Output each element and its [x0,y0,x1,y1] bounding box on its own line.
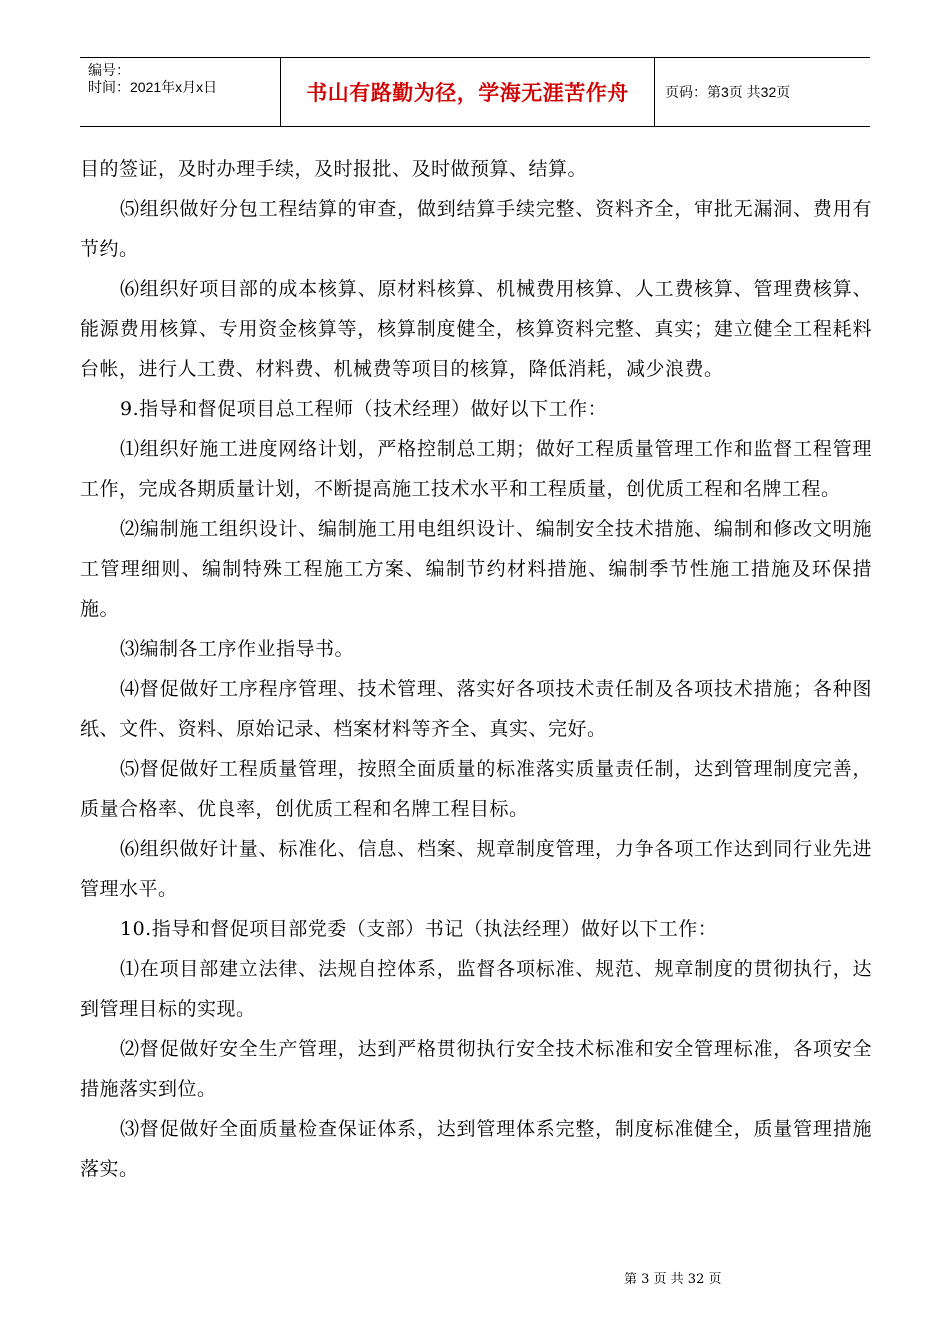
paragraph: ⑶编制各工序作业指导书。 [120,638,355,660]
paragraph: 目的签证，及时办理手续，及时报批、及时做预算、结算。 [80,158,588,180]
header-motto: 书山有路勤为径，学海无涯苦作舟 [281,58,655,126]
paragraph: ⑵编制施工组织设计、编制施工用电组织设计、编制安全技术措施、编制和修改文明施工管理细则、编制特殊工程施工方案、编制节约材料措施、编制季节性施工措施及环保措施。 [80,518,872,620]
paragraph: ⑸组织做好分包工程结算的审查，做到结算手续完整、资料齐全，审批无漏洞、费用有节约。 [80,198,872,260]
section-heading: 9.指导和督促项目总工程师（技术经理）做好以下工作： [120,398,608,420]
header-page-info: 页码：第3页 共32页 [665,84,791,100]
header-meta [80,58,281,126]
paragraph: ⑶督促做好全面质量检查保证体系，达到管理体系完整，制度标准健全，质量管理措施落实。 [80,1118,872,1180]
paragraph: ⑹组织好项目部的成本核算、原材料核算、机械费用核算、人工费核算、管理费核算、能源费用核算、专用资金核算等，核算制度健全，核算资料完整、真实；建立健全工程耗料台帐，进行人工费、材料费、机械费等项目的核算，降低消耗，减少浪费。 [80,278,872,380]
paragraph: ⑵督促做好安全生产管理，达到严格贯彻执行安全技术标准和安全管理标准，各项安全措施落实到位。 [80,1038,872,1100]
paragraph: ⑸督促做好工程质量管理，按照全面质量的标准落实质量责任制，达到管理制度完善，质量合格率、优良率，创优质工程和名牌工程目标。 [80,758,872,820]
section-heading: 10.指导和督促项目部党委（支部）书记（执法经理）做好以下工作： [120,918,718,940]
paragraph: ⑴组织好施工进度网络计划，严格控制总工期；做好工程质量管理工作和监督工程管理工作，完成各期质量计划，不断提高施工技术水平和工程质量，创优质工程和名牌工程。 [80,438,872,500]
document-body [80,149,872,1189]
paragraph: ⑷督促做好工序程序管理、技术管理、落实好各项技术责任制及各项技术措施；各种图纸、文件、资料、原始记录、档案材料等齐全、真实、完好。 [80,678,872,740]
document-time-label: 时间：2021年x月x日 [88,79,218,95]
document-number-label: 编号： [88,62,130,78]
paragraph: ⑴在项目部建立法律、法规自控体系，监督各项标准、规范、规章制度的贯彻执行，达到管理目标的实现。 [80,958,872,1020]
paragraph: ⑹组织做好计量、标准化、信息、档案、规章制度管理，力争各项工作达到同行业先进管理水平。 [80,838,872,900]
page-header [80,57,870,127]
page-footer: 第 3 页 共 32 页 [624,1272,722,1287]
